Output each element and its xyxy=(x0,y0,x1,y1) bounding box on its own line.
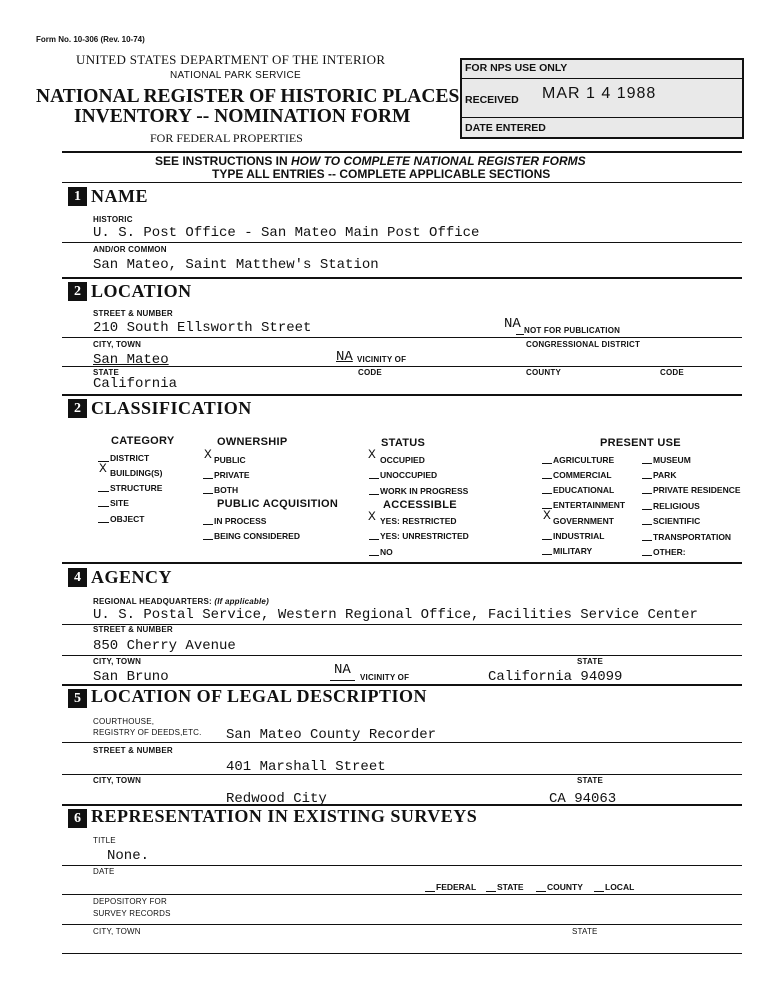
use-military: MILITARY xyxy=(553,546,593,556)
survey-title-label: TITLE xyxy=(93,836,116,845)
use-government: GOVERNMENT xyxy=(553,516,614,526)
instructions-line2: TYPE ALL ENTRIES -- COMPLETE APPLICABLE SECTIONS xyxy=(212,167,551,181)
status-work-in-progress: WORK IN PROGRESS xyxy=(380,486,469,496)
level-county: COUNTY xyxy=(536,882,583,892)
survey-date-label: DATE xyxy=(93,867,115,876)
instructions-prefix: SEE INSTRUCTIONS IN xyxy=(155,154,292,168)
historic-name: U. S. Post Office - San Mateo Main Post Office xyxy=(93,225,480,241)
ownership-both: BOTH xyxy=(214,485,239,495)
acquisition-in-process: IN PROCESS xyxy=(214,516,267,526)
section-2-title: LOCATION xyxy=(91,281,192,301)
accessible-header: ACCESSIBLE xyxy=(383,499,457,511)
use-private-residence: PRIVATE RESIDENCE xyxy=(653,485,741,495)
section-6-rule xyxy=(62,953,742,954)
present-use-header: PRESENT USE xyxy=(600,437,681,449)
hq-label xyxy=(93,597,269,606)
check-buildings: X xyxy=(99,461,107,476)
section-3-rule xyxy=(62,562,742,564)
use-agriculture: AGRICULTURE xyxy=(553,455,615,465)
street-value: 210 South Ellsworth Street xyxy=(93,320,312,336)
city-label: CITY, TOWN xyxy=(93,340,142,349)
header-rule xyxy=(62,151,742,153)
section-2-number: 2 xyxy=(68,282,87,301)
section-6-number: 6 xyxy=(68,809,87,828)
legal-state-label: STATE xyxy=(577,776,604,785)
check-government: X xyxy=(543,508,551,523)
section-5-title: LOCATION OF LEGAL DESCRIPTION xyxy=(91,686,428,706)
ownership-public: PUBLIC xyxy=(214,455,246,465)
received-date: MAR 1 4 1988 xyxy=(542,85,657,102)
nps-use-box xyxy=(460,58,744,139)
section-1-rule xyxy=(62,277,742,279)
vicinity-value: NA xyxy=(336,349,353,365)
section-4-title: AGENCY xyxy=(91,567,173,587)
historic-label: HISTORIC xyxy=(93,215,133,224)
congressional-label: CONGRESSIONAL DISTRICT xyxy=(526,340,641,349)
category-site: SITE xyxy=(110,498,129,508)
status-unoccupied: UNOCCUPIED xyxy=(380,470,438,480)
nps-box-divider-1 xyxy=(462,78,742,79)
check-restricted: X xyxy=(368,509,376,524)
nfp-label: NOT FOR PUBLICATION xyxy=(524,326,621,335)
agency-vicinity-underline xyxy=(330,680,355,681)
use-museum: MUSEUM xyxy=(653,455,691,465)
instructions-rule xyxy=(62,182,742,183)
street-label: STREET & NUMBER xyxy=(93,309,173,318)
section-6-title: REPRESENTATION IN EXISTING SURVEYS xyxy=(91,806,478,826)
legal-street-rule xyxy=(62,774,742,775)
acquisition-being-considered: BEING CONSIDERED xyxy=(214,531,300,541)
service-name: NATIONAL PARK SERVICE xyxy=(170,70,301,81)
legal-street-label: STREET & NUMBER xyxy=(93,746,173,755)
historic-rule xyxy=(62,242,742,243)
check-public: X xyxy=(204,447,212,462)
use-religious: RELIGIOUS xyxy=(653,501,700,511)
form-number: Form No. 10-306 (Rev. 10-74) xyxy=(36,35,145,44)
common-label: AND/OR COMMON xyxy=(93,245,167,254)
agency-street-value: 850 Cherry Avenue xyxy=(93,638,236,654)
survey-title-value: None. xyxy=(107,848,150,864)
street-rule xyxy=(62,337,742,338)
section-1-title: NAME xyxy=(91,186,148,206)
received-label: RECEIVED xyxy=(465,94,519,106)
form-title-line1: NATIONAL REGISTER OF HISTORIC PLACES xyxy=(36,86,460,107)
survey-state-label: STATE xyxy=(572,927,598,936)
agency-street-label: STREET & NUMBER xyxy=(93,625,173,634)
depository-label-1: DEPOSITORY FOR xyxy=(93,897,167,906)
category-object: OBJECT xyxy=(110,514,145,524)
nfp-value: NA xyxy=(504,316,521,332)
level-state: STATE xyxy=(486,882,524,892)
city-value: San Mateo xyxy=(93,352,169,368)
section-1-number: 1 xyxy=(68,187,87,206)
vicinity-label: VICINITY OF xyxy=(357,355,407,364)
nps-box-divider-2 xyxy=(462,117,742,118)
courthouse-label-2: REGISTRY OF DEEDS,ETC. xyxy=(93,728,202,737)
accessible-unrestricted: YES: UNRESTRICTED xyxy=(380,531,469,541)
use-park: PARK xyxy=(653,470,677,480)
level-federal: FEDERAL xyxy=(425,882,476,892)
courthouse-rule xyxy=(62,742,742,743)
agency-street-rule xyxy=(62,655,742,656)
use-educational: EDUCATIONAL xyxy=(553,485,615,495)
depository-label-2: SURVEY RECORDS xyxy=(93,909,171,918)
section-2-rule xyxy=(62,394,742,396)
accessible-no: NO xyxy=(380,547,393,557)
common-name: San Mateo, Saint Matthew's Station xyxy=(93,257,379,273)
accessible-restricted: YES: RESTRICTED xyxy=(380,516,457,526)
courthouse-label-1: COURTHOUSE, xyxy=(93,717,155,726)
depository-rule xyxy=(62,924,742,925)
nps-box-title: FOR NPS USE ONLY xyxy=(465,62,568,74)
city-rule xyxy=(62,366,742,367)
agency-vicinity-label: VICINITY OF xyxy=(360,673,410,682)
category-district: DISTRICT xyxy=(110,453,150,463)
agency-city-value: San Bruno xyxy=(93,669,169,685)
section-3-title: CLASSIFICATION xyxy=(91,398,252,418)
legal-state-value: CA 94063 xyxy=(549,791,617,807)
form-subtitle: FOR FEDERAL PROPERTIES xyxy=(150,131,303,145)
use-entertainment: ENTERTAINMENT xyxy=(553,500,626,510)
section-5-number: 5 xyxy=(68,689,87,708)
agency-state-value: California 94099 xyxy=(488,669,623,685)
ownership-header: OWNERSHIP xyxy=(217,436,288,448)
acquisition-header: PUBLIC ACQUISITION xyxy=(217,498,339,510)
instructions-title: HOW TO COMPLETE NATIONAL REGISTER FORMS xyxy=(291,154,586,168)
ownership-private: PRIVATE xyxy=(214,470,250,480)
legal-street-value: 401 Marshall Street xyxy=(226,759,386,775)
legal-city-value: Redwood City xyxy=(226,791,327,807)
use-scientific: SCIENTIFIC xyxy=(653,516,701,526)
survey-title-rule xyxy=(62,865,742,866)
section-3-number: 2 xyxy=(68,399,87,418)
use-transportation: TRANSPORTATION xyxy=(653,532,732,542)
code-label: CODE xyxy=(358,368,382,377)
survey-date-rule xyxy=(62,894,742,895)
category-structure: STRUCTURE xyxy=(110,483,163,493)
level-local: LOCAL xyxy=(594,882,634,892)
date-entered-label: DATE ENTERED xyxy=(465,122,546,134)
agency-city-label: CITY, TOWN xyxy=(93,657,142,666)
status-header: STATUS xyxy=(381,437,426,449)
state-value: California xyxy=(93,376,178,392)
hq-label-text: REGIONAL HEADQUARTERS: xyxy=(93,597,212,606)
nfp-underline xyxy=(516,334,524,335)
instructions-line1 xyxy=(155,154,586,168)
state-label: STATE xyxy=(93,368,120,377)
agency-state-label: STATE xyxy=(577,657,604,666)
agency-vicinity-value: NA xyxy=(334,662,351,678)
category-buildings: BUILDING(S) xyxy=(110,468,163,478)
hq-value: U. S. Postal Service, Western Regional Office, Facilities Service Center xyxy=(93,607,698,623)
category-header: CATEGORY xyxy=(111,435,175,447)
check-occupied: X xyxy=(368,447,376,462)
section-4-number: 4 xyxy=(68,568,87,587)
form-title-line2: INVENTORY -- NOMINATION FORM xyxy=(74,106,411,127)
code2-label: CODE xyxy=(660,368,684,377)
use-commercial: COMMERCIAL xyxy=(553,470,612,480)
use-other: OTHER: xyxy=(653,547,686,557)
survey-city-label: CITY, TOWN xyxy=(93,927,141,936)
legal-city-label: CITY, TOWN xyxy=(93,776,142,785)
department-name: UNITED STATES DEPARTMENT OF THE INTERIOR xyxy=(76,52,386,67)
courthouse-value: San Mateo County Recorder xyxy=(226,727,437,743)
status-occupied: OCCUPIED xyxy=(380,455,425,465)
hq-label-note: (If applicable) xyxy=(214,597,269,606)
use-industrial: INDUSTRIAL xyxy=(553,531,605,541)
county-label: COUNTY xyxy=(526,368,561,377)
